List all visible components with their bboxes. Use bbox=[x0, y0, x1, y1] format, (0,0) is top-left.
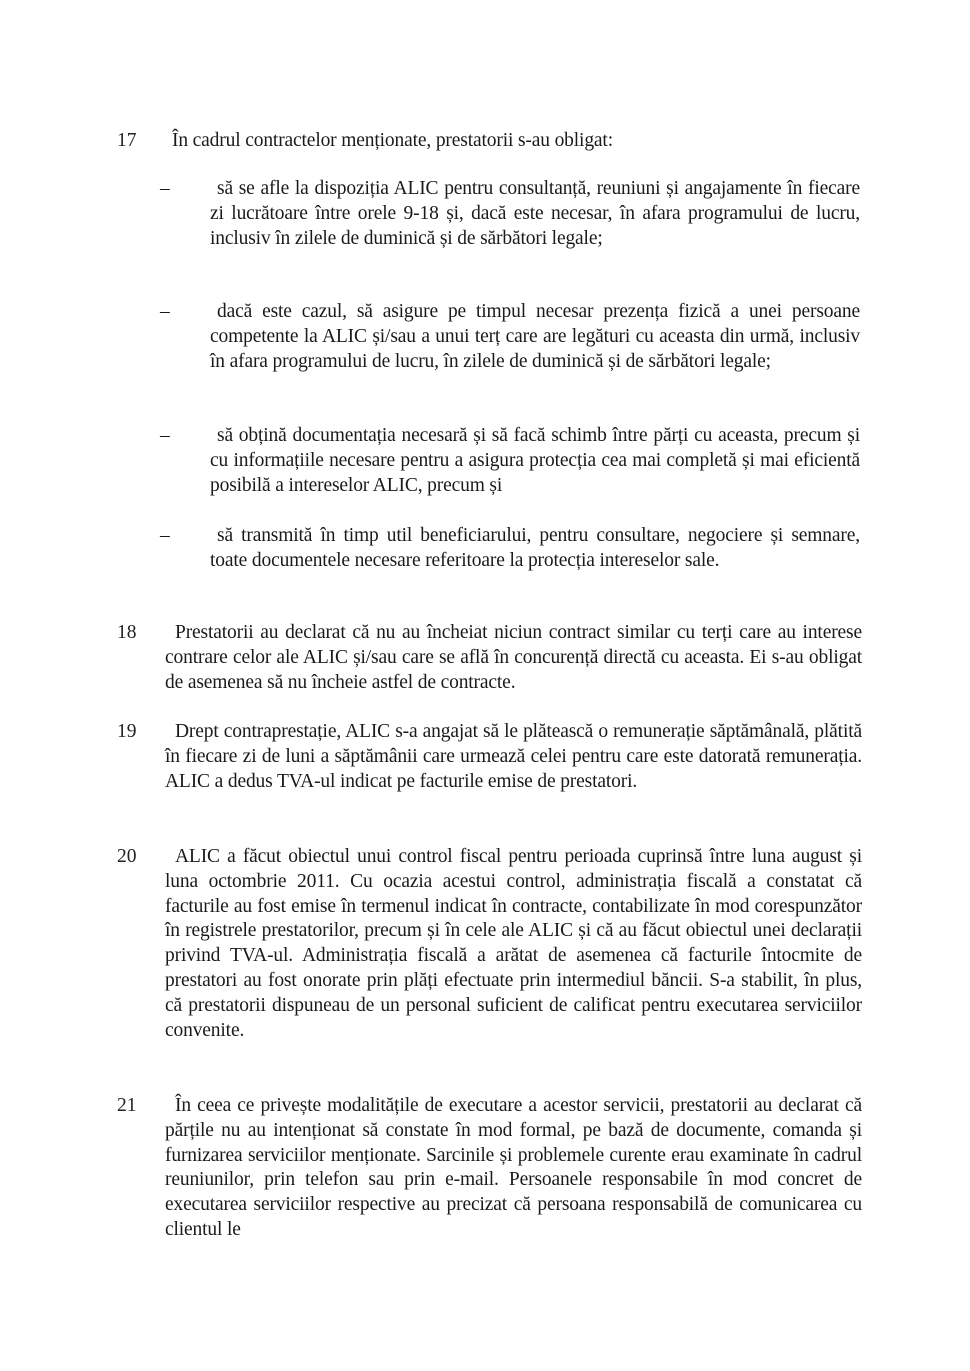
paragraph-number: 19 bbox=[117, 721, 137, 742]
bullet-text: dacă este cazul, să asigure pe timpul necesar prezența fizică a unei persoane competente la ALIC și/sau a unui terț care are legături cu aceasta din urmă, inclusiv în afara programului de lucru, în zilele de duminică și de sărbători legale; bbox=[210, 301, 860, 372]
dash-bullet-marker: – bbox=[160, 525, 170, 546]
bullet-text: să se afle la dispoziția ALIC pentru consultanță, reuniuni și angajamente în fiecare zi lucrătoare între orele 9-18 și, dacă este necesar, în afara programului de lucru, inclusiv în zilele de duminică și de sărbători legale; bbox=[210, 178, 860, 249]
paragraph-text: Prestatorii au declarat că nu au încheiat niciun contract similar cu terți care au interese contrare celor ale ALIC și/sau care se află în concurență directă cu aceasta. Ei s-au obligat de asemenea să nu încheie astfel de contracte. bbox=[165, 622, 862, 693]
paragraph-text: Drept contraprestație, ALIC s-a angajat să le plătească o remunerație săptămânală, plătită în fiecare zi de luni a săptămânii care urmează celei pentru care este datorată remunerația. ALIC a dedus TVA-ul indicat pe facturile emise de prestatori. bbox=[165, 721, 862, 792]
bullet-text: să transmită în timp util beneficiarului, pentru consultare, negociere și semnare, toate documentele necesare referitoare la protecția intereselor sale. bbox=[210, 525, 860, 571]
paragraph-number: 18 bbox=[117, 622, 137, 643]
dash-bullet-marker: – bbox=[160, 425, 170, 446]
paragraph-number: 21 bbox=[117, 1095, 137, 1116]
bullet-text: să obțină documentația necesară și să facă schimb între părți cu aceasta, precum și cu informațiile necesare pentru a asigura protecția cea mai completă și mai eficientă posibilă a intereselor ALIC, precum și bbox=[210, 425, 860, 496]
paragraph-text: În cadrul contractelor menționate, prestatorii s-au obligat: bbox=[172, 130, 613, 151]
paragraph-text: ALIC a făcut obiectul unui control fiscal pentru perioada cuprinsă între luna august și luna octombrie 2011. Cu ocazia acestui control, administrația fiscală a constatat că facturile au fost emise în termenul indicat în contracte, contabilizate în mod corespunzător în registrele prestatorilor, precum și în cele ale ALIC și că au făcut obiectul unei declarații privind TVA-ul. Administrația fiscală a arătat de asemenea că facturile întocmite de prestatori au fost onorate prin plăți efectuate prin intermediul băncii. S-a stabilit, în plus, că prestatorii dispuneau de un personal suficient de calificat pentru executarea serviciilor convenite. bbox=[165, 846, 862, 1041]
paragraph-number: 17 bbox=[117, 130, 137, 151]
dash-bullet-marker: – bbox=[160, 178, 170, 199]
dash-bullet-marker: – bbox=[160, 301, 170, 322]
paragraph-text: În ceea ce privește modalitățile de executare a acestor servicii, prestatorii au declarat că părțile nu au intenționat să constate în mod formal, pe bază de documente, comanda și furnizarea serviciilor menționate. Sarcinile și problemele curente erau examinate în cadrul reuniunilor, prin telefon sau prin e-mail. Persoanele responsabile în mod concret de executarea serviciilor respective au precizat că persoana responsabilă de comunicarea cu clientul le bbox=[165, 1095, 862, 1240]
paragraph-number: 20 bbox=[117, 846, 137, 867]
